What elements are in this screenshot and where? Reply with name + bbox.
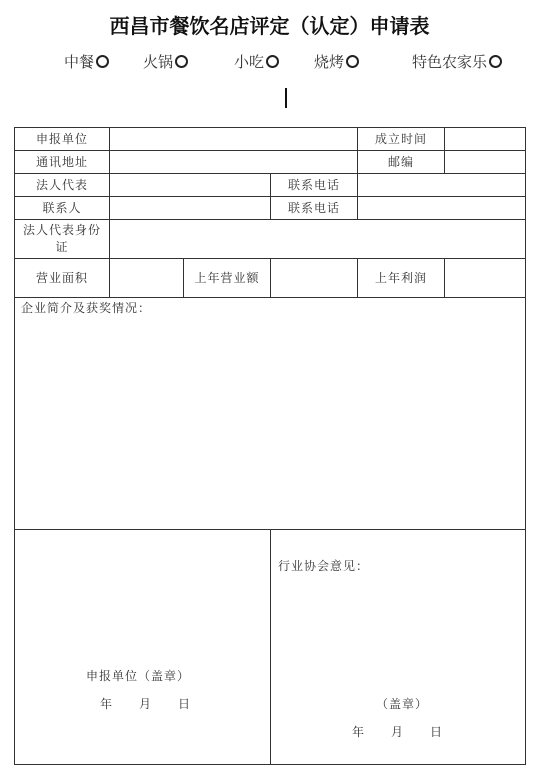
input-contact-person[interactable] (110, 197, 270, 219)
label-business-area: 营业面积 (35, 270, 88, 285)
label-applicant-unit: 申报单位 (35, 131, 88, 146)
label-established-time: 成立时间 (374, 131, 427, 146)
category-label: 烧烤 (314, 53, 345, 71)
category-label: 火锅 (143, 53, 174, 71)
input-legal-rep[interactable] (110, 174, 270, 196)
category-option-nongjiale[interactable] (412, 51, 502, 72)
label-last-year-revenue: 上年营业额 (194, 270, 260, 285)
input-contact-phone[interactable] (358, 197, 525, 219)
label-address: 通讯地址 (35, 154, 88, 169)
input-business-area[interactable] (110, 259, 183, 297)
input-company-intro[interactable] (15, 316, 525, 528)
label-contact-person: 联系人 (42, 200, 82, 215)
input-applicant-unit[interactable] (110, 128, 357, 150)
label-company-intro: 企业简介及获奖情况： (21, 301, 152, 315)
input-phone[interactable] (358, 174, 525, 196)
table-border (525, 127, 526, 765)
label-phone: 联系电话 (287, 177, 340, 192)
category-option-xiaochi[interactable] (234, 51, 279, 72)
radio-icon (346, 55, 359, 68)
label-last-year-profit: 上年利润 (374, 270, 427, 285)
category-option-shaokao[interactable] (314, 51, 359, 72)
label-legal-rep-id: 法人代表身份证 (22, 223, 101, 254)
row-divider (14, 297, 526, 298)
label-postcode: 邮编 (387, 154, 414, 169)
radio-icon (489, 55, 502, 68)
label-association-opinion: 行业协会意见： (278, 559, 370, 573)
page-title: 西昌市餐饮名店评定（认定）申请表 (109, 14, 430, 38)
label-association-seal: （盖章） (376, 697, 429, 711)
label-association-date: 年 月 日 (352, 725, 444, 739)
category-label: 中餐 (64, 53, 95, 71)
radio-icon (96, 55, 109, 68)
input-postcode[interactable] (445, 151, 525, 173)
radio-icon (175, 55, 188, 68)
label-contact-phone: 联系电话 (287, 200, 340, 215)
label-legal-rep: 法人代表 (35, 177, 88, 192)
input-address[interactable] (110, 151, 357, 173)
label-applicant-date: 年 月 日 (100, 697, 192, 711)
category-label: 特色农家乐 (412, 53, 488, 71)
input-last-year-profit[interactable] (445, 259, 525, 297)
text-cursor (285, 88, 287, 108)
category-label: 小吃 (234, 53, 265, 71)
category-option-zhongcan[interactable] (64, 51, 109, 72)
category-option-huoguo[interactable] (143, 51, 188, 72)
applicant-seal-area[interactable] (15, 530, 270, 764)
input-last-year-revenue[interactable] (271, 259, 357, 297)
label-applicant-seal: 申报单位（盖章） (86, 669, 191, 683)
input-legal-rep-id[interactable] (110, 220, 525, 258)
radio-icon (266, 55, 279, 68)
table-border (14, 764, 526, 765)
input-established-time[interactable] (445, 128, 525, 150)
